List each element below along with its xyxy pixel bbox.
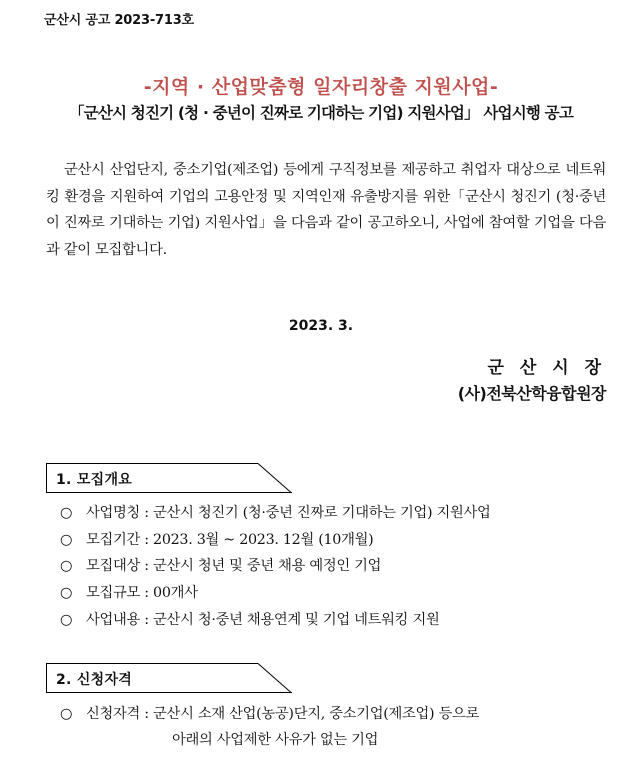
list-item xyxy=(60,580,620,607)
list-item xyxy=(60,553,620,580)
list-item xyxy=(60,701,620,727)
list-item xyxy=(60,500,620,527)
bullet-circle-icon: ○ xyxy=(60,558,73,575)
list-item xyxy=(60,527,620,554)
list-item xyxy=(60,607,620,634)
list-item-text: 모집규모 : 00개사 xyxy=(86,585,198,602)
bullet-circle-icon: ○ xyxy=(60,706,73,722)
section-heading-label: 2. 신청자격 xyxy=(56,672,133,688)
document-title: -지역 · 산업맞춤형 일자리창출 지원사업- xyxy=(143,76,499,98)
document-subtitle: 「군산시 청진기 (청 · 중년이 진짜로 기대하는 기업) 지원사업」 사업시행 공고 xyxy=(68,104,574,122)
eligibility-list xyxy=(60,701,620,753)
recruitment-list xyxy=(60,500,620,633)
list-item-text: 모집대상 : 군산시 청년 및 중년 채용 예정인 기업 xyxy=(86,558,382,575)
section-heading-recruitment xyxy=(46,463,292,493)
list-item-text: 사업명칭 : 군산시 청진기 (청·중년 진짜로 기대하는 기업) 지원사업 xyxy=(86,505,491,521)
list-item-text: 모집기간 : 2023. 3월 ~ 2023. 12월 (10개월) xyxy=(86,531,374,548)
signatory-institute: (사)전북산학융합원장 xyxy=(457,384,606,403)
bullet-circle-icon: ○ xyxy=(60,505,73,521)
notice-date: 2023. 3. xyxy=(288,318,354,334)
bullet-circle-icon: ○ xyxy=(60,611,73,628)
notice-number: 군산시 공고 2023-713호 xyxy=(44,13,194,28)
section-heading-eligibility xyxy=(46,663,292,693)
list-item-text: 사업내용 : 군산시 청·중년 채용연계 및 기업 네트워킹 지원 xyxy=(86,611,440,628)
list-item-text: 신청자격 : 군산시 소재 산업(농공)단지, 중소기업(제조업) 등으로 xyxy=(86,706,480,722)
list-item-continuation: 아래의 사업제한 사유가 없는 기업 xyxy=(172,732,379,748)
intro-paragraph: 군산시 산업단지, 중소기업(제조업) 등에게 구직정보를 제공하고 취업자 대상으로 네트워킹 환경을 지원하여 기업의 고용안정 및 지역인재 유출방지를 위한「군산시 청진기 (청·중년이 진짜로 기대하는 기업) 지원사업」을 다음과 같이 공고하오니, 사업에 참여할 기업을 다음과 같이 모집합니다. xyxy=(46,162,606,258)
bullet-circle-icon: ○ xyxy=(60,585,73,602)
section-heading-label: 1. 모집개요 xyxy=(56,472,133,488)
bullet-circle-icon: ○ xyxy=(60,531,73,548)
signatory-mayor: 군 산 시 장 xyxy=(487,358,606,378)
